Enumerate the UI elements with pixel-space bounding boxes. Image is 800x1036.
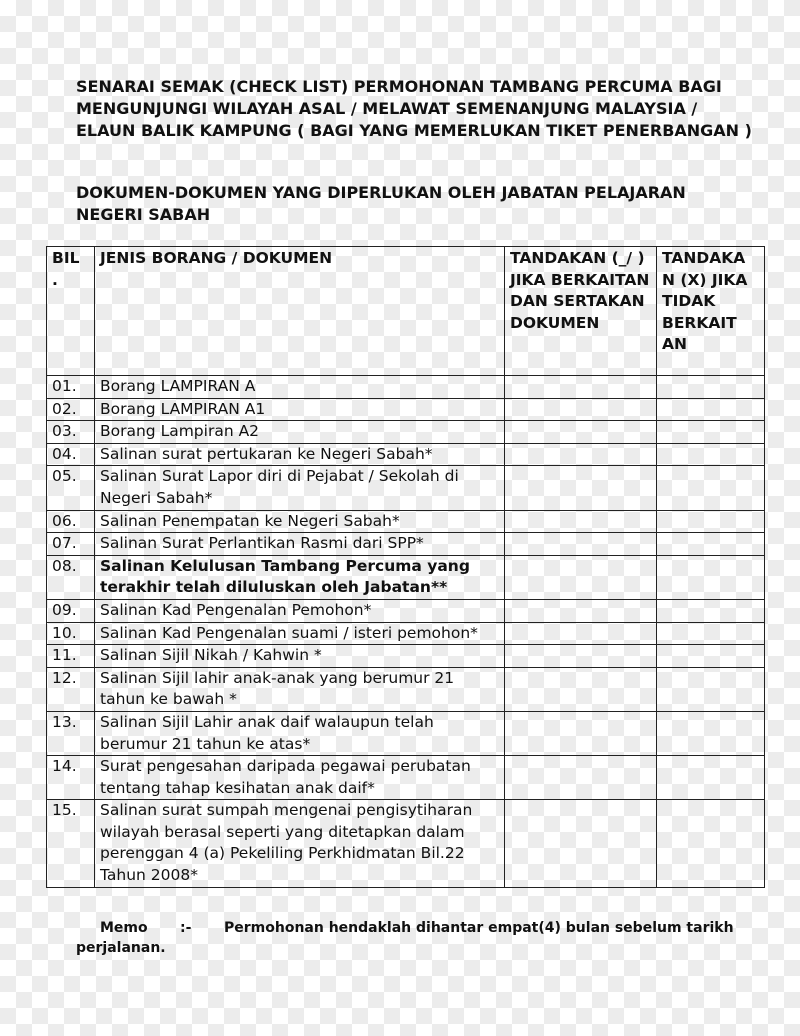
checkbox-cell-not-related[interactable] — [657, 421, 765, 444]
checkbox-cell-not-related[interactable] — [657, 711, 765, 755]
checkbox-cell-not-related[interactable] — [657, 645, 765, 668]
checkbox-cell-not-related[interactable] — [657, 466, 765, 510]
checkbox-cell-not-related[interactable] — [657, 376, 765, 399]
table-row — [47, 756, 765, 800]
checkbox-cell-related[interactable] — [505, 711, 657, 755]
row-number: 05. — [47, 466, 95, 510]
row-document: Borang LAMPIRAN A — [95, 376, 505, 399]
row-document: Salinan Kad Pengenalan Pemohon* — [95, 599, 505, 622]
checkbox-cell-related[interactable] — [505, 800, 657, 887]
table-row — [47, 466, 765, 510]
checkbox-cell-not-related[interactable] — [657, 555, 765, 599]
row-number: 10. — [47, 622, 95, 645]
row-document: Salinan Sijil Lahir anak daif walaupun telah berumur 21 tahun ke atas* — [95, 711, 505, 755]
row-number: 02. — [47, 398, 95, 421]
row-document: Surat pengesahan daripada pegawai perubatan tentang tahap kesihatan anak daif* — [95, 756, 505, 800]
checkbox-cell-not-related[interactable] — [657, 510, 765, 533]
row-number: 03. — [47, 421, 95, 444]
row-number: 12. — [47, 667, 95, 711]
checkbox-cell-not-related[interactable] — [657, 622, 765, 645]
table-row — [47, 376, 765, 399]
table-row — [47, 533, 765, 556]
row-number: 06. — [47, 510, 95, 533]
checkbox-cell-related[interactable] — [505, 443, 657, 466]
checkbox-cell-related[interactable] — [505, 555, 657, 599]
table-row — [47, 421, 765, 444]
checklist-table — [46, 246, 765, 888]
row-document: Salinan Penempatan ke Negeri Sabah* — [95, 510, 505, 533]
checkbox-cell-related[interactable] — [505, 756, 657, 800]
checkbox-cell-not-related[interactable] — [657, 667, 765, 711]
row-document: Salinan Kad Pengenalan suami / isteri pemohon* — [95, 622, 505, 645]
table-row — [47, 711, 765, 755]
table-row — [47, 555, 765, 599]
checkbox-cell-not-related[interactable] — [657, 398, 765, 421]
table-row — [47, 800, 765, 887]
row-document: Salinan surat pertukaran ke Negeri Sabah* — [95, 443, 505, 466]
checkbox-cell-related[interactable] — [505, 667, 657, 711]
row-document: Salinan Sijil Nikah / Kahwin * — [95, 645, 505, 668]
checkbox-cell-related[interactable] — [505, 510, 657, 533]
row-number: 04. — [47, 443, 95, 466]
row-document: Borang Lampiran A2 — [95, 421, 505, 444]
row-document: Salinan Kelulusan Tambang Percuma yang terakhir telah diluluskan oleh Jabatan** — [95, 555, 505, 599]
checkbox-cell-not-related[interactable] — [657, 756, 765, 800]
memo-text: Permohonan hendaklah dihantar empat(4) bulan sebelum tarikh perjalanan. — [76, 920, 734, 956]
row-number: 15. — [47, 800, 95, 887]
table-row — [47, 443, 765, 466]
checkbox-cell-related[interactable] — [505, 533, 657, 556]
row-number: 07. — [47, 533, 95, 556]
header-tandakan-tidak-berkaitan: TANDAKA N (X) JIKA TIDAK BERKAIT AN — [657, 247, 765, 376]
checkbox-cell-related[interactable] — [505, 599, 657, 622]
row-number: 11. — [47, 645, 95, 668]
header-bil: BIL . — [47, 247, 95, 376]
row-number: 13. — [47, 711, 95, 755]
memo-label: Memo — [100, 920, 148, 936]
table-header-row — [47, 247, 765, 376]
table-row — [47, 599, 765, 622]
row-number: 01. — [47, 376, 95, 399]
document-title: SENARAI SEMAK (CHECK LIST) PERMOHONAN TAMBANG PERCUMA BAGI MENGUNJUNGI WILAYAH ASAL / MELAWAT SEMENANJUNG MALAYSIA / ELAUN BALIK KAMPUNG ( BAGI YANG MEMERLUKAN TIKET PENERBANGAN ) — [76, 77, 752, 140]
checkbox-cell-related[interactable] — [505, 622, 657, 645]
checkbox-cell-related[interactable] — [505, 398, 657, 421]
row-document: Salinan Surat Perlantikan Rasmi dari SPP* — [95, 533, 505, 556]
row-document: Borang LAMPIRAN A1 — [95, 398, 505, 421]
table-row — [47, 667, 765, 711]
row-document: Salinan Surat Lapor diri di Pejabat / Sekolah di Negeri Sabah* — [95, 466, 505, 510]
row-document: Salinan Sijil lahir anak-anak yang berumur 21 tahun ke bawah * — [95, 667, 505, 711]
row-number: 09. — [47, 599, 95, 622]
row-document: Salinan surat sumpah mengenai pengisytiharan wilayah berasal seperti yang ditetapkan dalam perenggan 4 (a) Pekeliling Perkhidmatan Bil.22 Tahun 2008* — [95, 800, 505, 887]
row-number: 14. — [47, 756, 95, 800]
table-row — [47, 645, 765, 668]
table-row — [47, 398, 765, 421]
memo-note — [76, 918, 766, 958]
checkbox-cell-related[interactable] — [505, 376, 657, 399]
checkbox-cell-not-related[interactable] — [657, 599, 765, 622]
table-row — [47, 510, 765, 533]
header-tandakan-berkaitan: TANDAKAN (_/ ) JIKA BERKAITAN DAN SERTAKAN DOKUMEN — [505, 247, 657, 376]
table-row — [47, 622, 765, 645]
checkbox-cell-related[interactable] — [505, 645, 657, 668]
checkbox-cell-not-related[interactable] — [657, 800, 765, 887]
row-number: 08. — [47, 555, 95, 599]
checkbox-cell-not-related[interactable] — [657, 533, 765, 556]
checkbox-cell-not-related[interactable] — [657, 443, 765, 466]
checkbox-cell-related[interactable] — [505, 466, 657, 510]
header-jenis: JENIS BORANG / DOKUMEN — [95, 247, 505, 376]
document-subtitle: DOKUMEN-DOKUMEN YANG DIPERLUKAN OLEH JABATAN PELAJARAN NEGERI SABAH — [76, 183, 686, 224]
checkbox-cell-related[interactable] — [505, 421, 657, 444]
memo-separator: :- — [180, 920, 192, 936]
